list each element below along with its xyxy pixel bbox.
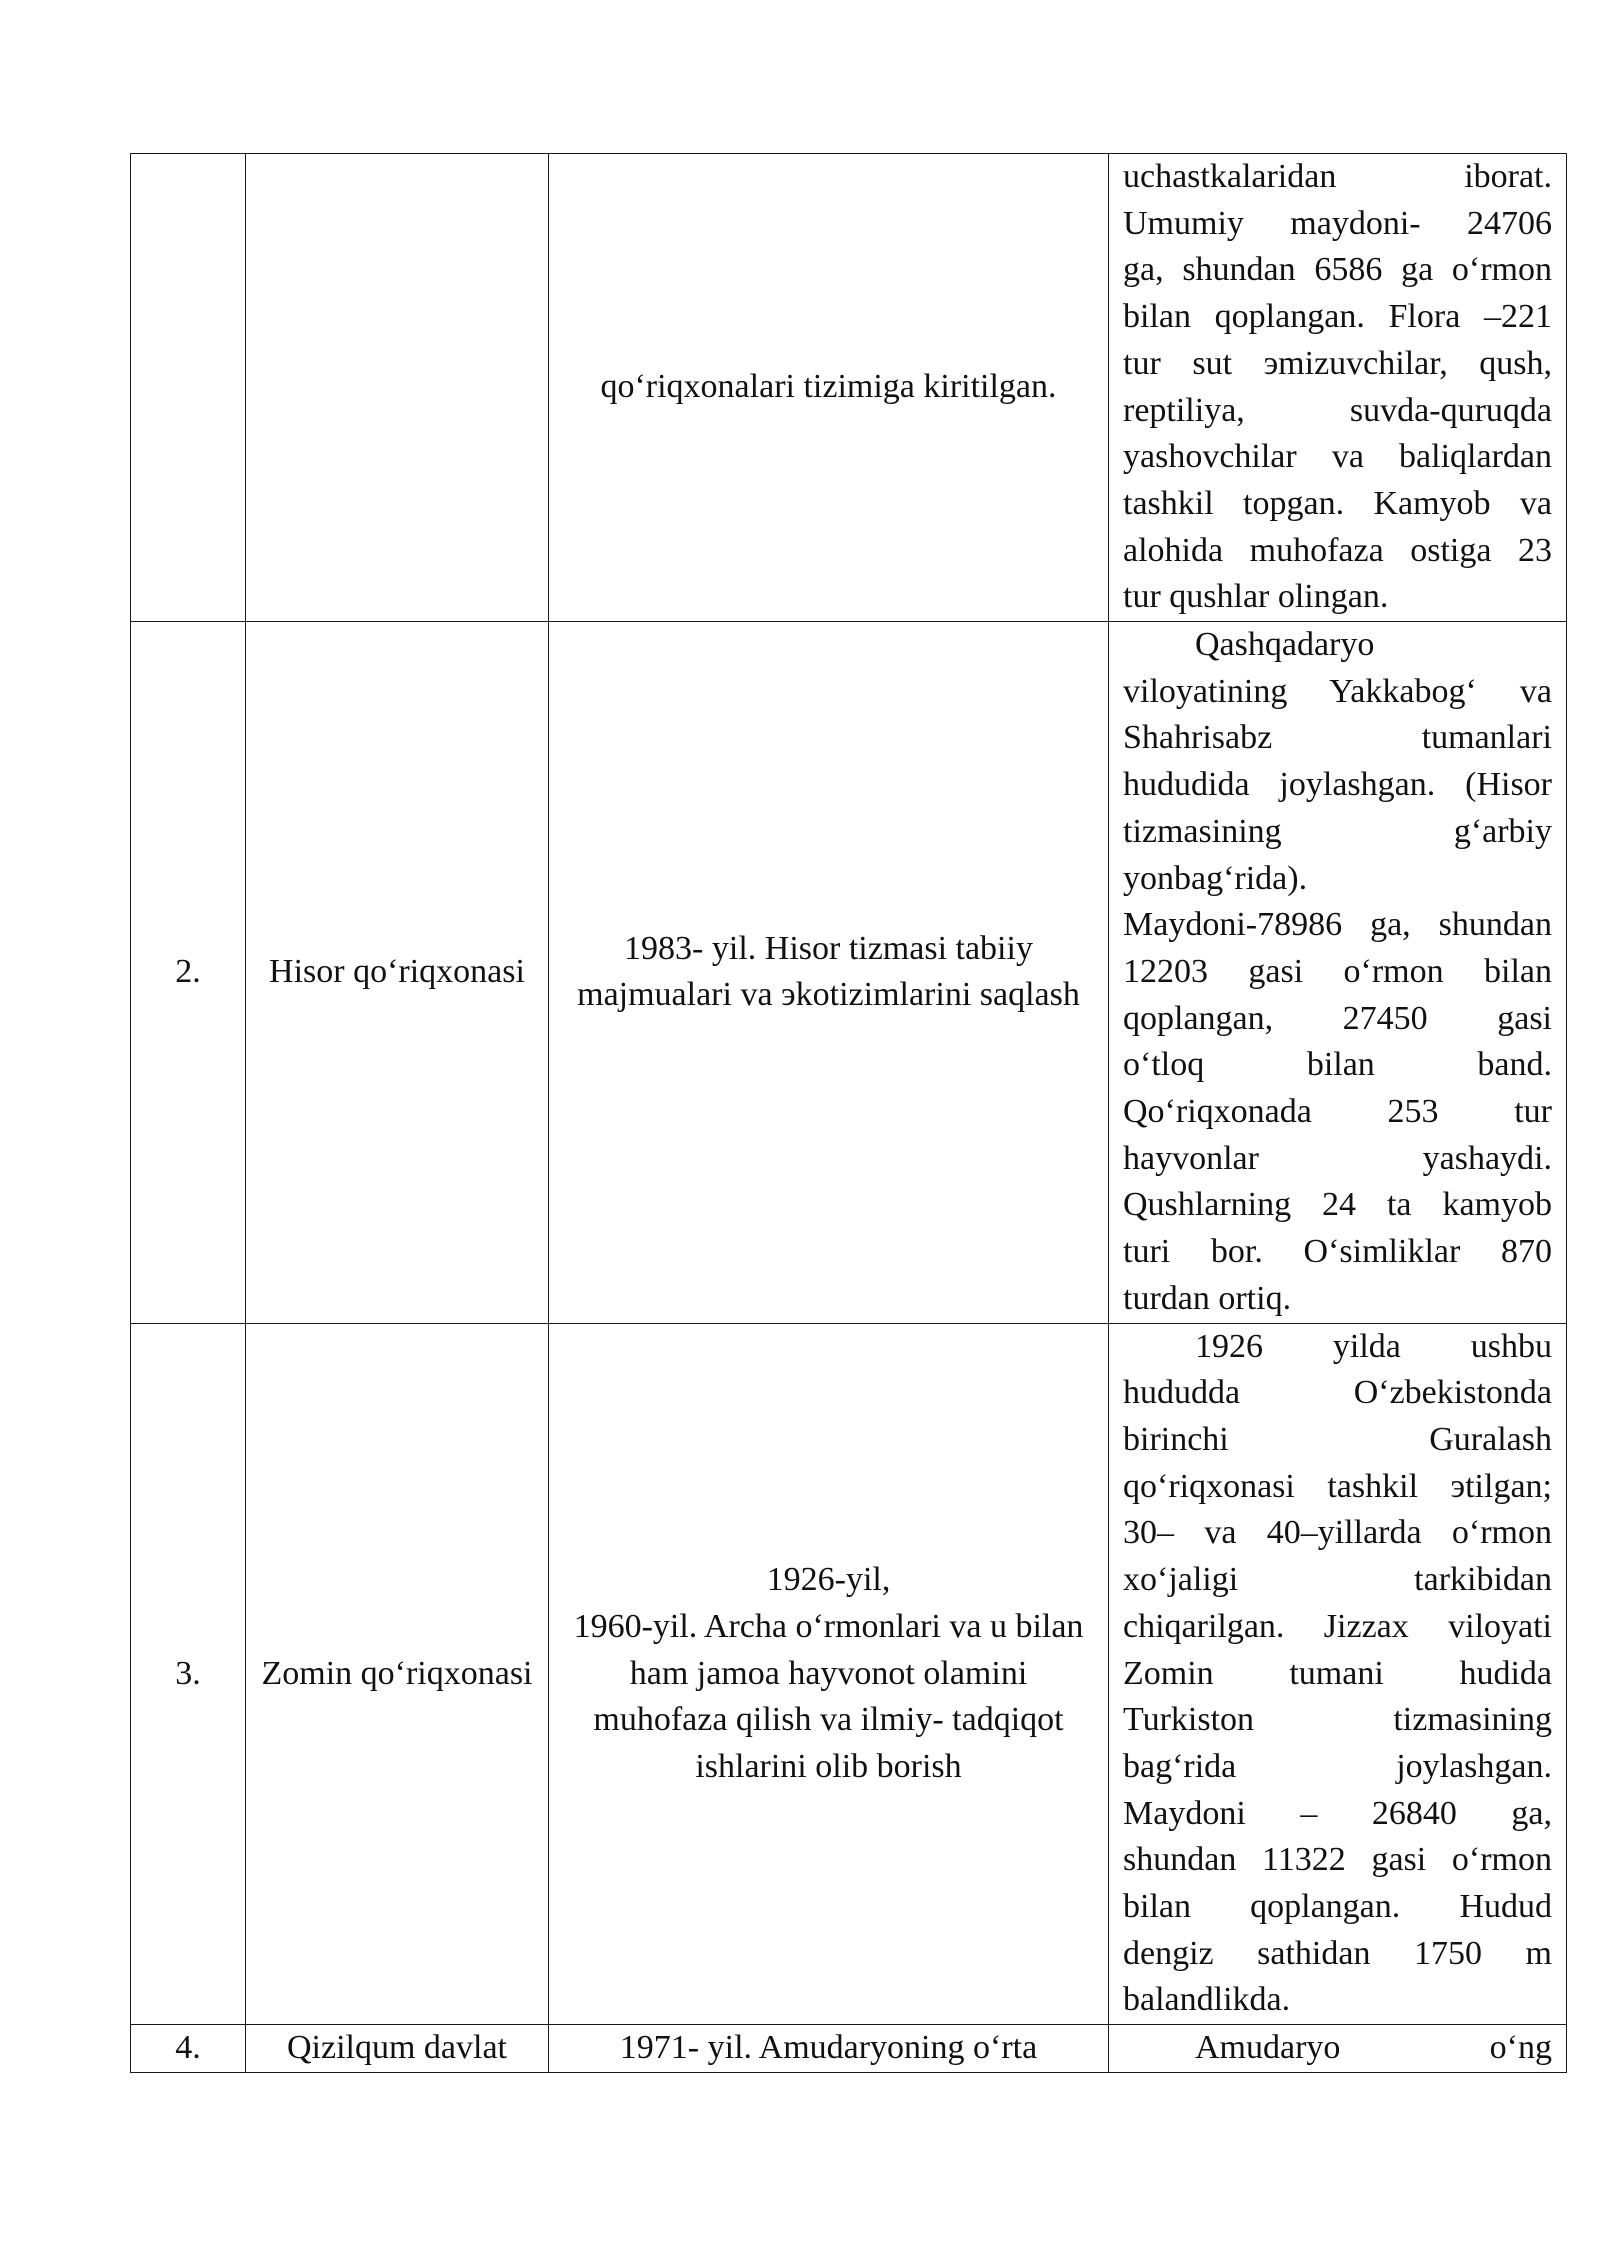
reserve-name-cell: Qizilqum davlat [246, 2025, 549, 2073]
row-number-cell: 2. [131, 622, 246, 1324]
info-line: turdan ortiq. [1123, 1279, 1292, 1317]
info-line: Umumiy maydoni- 24706 [1123, 204, 1552, 242]
info-line: Qashqadaryo [1195, 626, 1375, 664]
info-line: tashkil topgan. Kamyob va [1123, 484, 1552, 522]
table-row [131, 154, 1567, 622]
info-line: qo‘riqxonasi tashkil эtilgan; [1123, 1467, 1552, 1505]
info-line: viloyatining Yakkabog‘ va [1123, 672, 1552, 710]
info-line: balandlikda. [1123, 1981, 1291, 2019]
info-line: tur qushlar olingan. [1123, 578, 1389, 616]
info-line: reptiliya, suvda-quruqda [1123, 391, 1552, 429]
info-line: 1926 yilda ushbu [1195, 1327, 1552, 1365]
info-line: o‘tloq bilan band. [1123, 1046, 1552, 1084]
reserve-name-cell: Hisor qo‘riqxonasi [246, 622, 549, 1324]
row-number-cell [131, 154, 246, 622]
info-line: qoplangan, 27450 gasi [1123, 999, 1552, 1037]
info-line: 12203 gasi o‘rmon bilan [1123, 952, 1552, 990]
info-line: Qo‘riqxonada 253 tur [1123, 1093, 1552, 1131]
info-line: hayvonlar yashaydi. [1123, 1139, 1552, 1177]
info-line: tizmasining g‘arbiy [1123, 812, 1552, 850]
description-year-line: 1926-yil, [766, 1561, 891, 1599]
info-line: alohida muhofaza ostiga 23 [1123, 531, 1552, 569]
reserve-info-cell [1109, 2025, 1567, 2073]
info-line: Maydoni – 26840 ga, [1123, 1794, 1552, 1832]
info-line: yashovchilar va baliqlardan [1123, 438, 1552, 476]
info-line: tur sut эmizuvchilar, qush, [1123, 344, 1552, 382]
info-line: bilan qoplangan. Flora –221 [1123, 298, 1552, 336]
info-line: Amudaryo o‘ng [1195, 2029, 1552, 2067]
info-line: dengiz sathidan 1750 m [1123, 1934, 1552, 1972]
info-line: hududida joylashgan. (Hisor [1123, 766, 1552, 804]
reserve-name-cell [246, 154, 549, 622]
info-line: Turkiston tizmasining [1123, 1701, 1552, 1739]
reserve-description-cell: 1971- yil. Amudaryoning o‘rta [549, 2025, 1109, 2073]
info-line: Shahrisabz tumanlari [1123, 719, 1552, 757]
reserve-description-cell [549, 1323, 1109, 2025]
description-text: 1960-yil. Archa o‘rmonlari va u bilan ham jamoa hayvonot olamini muhofaza qilish va ilmiy- tadqiqot ishlarini olib borish [573, 1607, 1084, 1785]
info-line: Qushlarning 24 ta kamyob [1123, 1186, 1552, 1224]
info-line: birinchi Guralash [1123, 1420, 1552, 1458]
info-line: Zomin tumani hudida [1123, 1654, 1552, 1692]
info-line: 30– va 40–yillarda o‘rmon [1123, 1514, 1552, 1552]
info-line: xo‘jaligi tarkibidan [1123, 1561, 1552, 1599]
info-line: shundan 11322 gasi o‘rmon [1123, 1841, 1552, 1879]
reserve-description-cell: qo‘riqxonalari tizimiga kiritilgan. [549, 154, 1109, 622]
reserve-info-cell [1109, 1323, 1567, 2025]
table-row [131, 2025, 1567, 2073]
info-line: ga, shundan 6586 ga o‘rmon [1123, 251, 1552, 289]
table-row [131, 622, 1567, 1324]
info-line: Maydoni-78986 ga, shundan [1123, 906, 1552, 944]
info-line: uchastkalaridan iborat. [1123, 158, 1552, 195]
info-line: bag‘rida joylashgan. [1123, 1747, 1552, 1785]
reserve-description-cell: 1983- yil. Hisor tizmasi tabiiy majmualari va эkotizimlarini saqlash [549, 622, 1109, 1324]
info-line: turi bor. O‘simliklar 870 [1123, 1233, 1552, 1271]
reserve-info-cell [1109, 622, 1567, 1324]
row-number-cell: 3. [131, 1323, 246, 2025]
reserves-table [130, 153, 1567, 2073]
info-line: yonbag‘rida). [1123, 859, 1308, 897]
row-number-cell: 4. [131, 2025, 246, 2073]
table-row [131, 1323, 1567, 2025]
info-line: bilan qoplangan. Hudud [1123, 1888, 1552, 1926]
info-line: hududda O‘zbekistonda [1123, 1374, 1552, 1412]
reserve-name-cell: Zomin qo‘riqxonasi [246, 1323, 549, 2025]
reserve-info-cell [1109, 154, 1567, 622]
info-line: chiqarilgan. Jizzax viloyati [1123, 1607, 1552, 1645]
